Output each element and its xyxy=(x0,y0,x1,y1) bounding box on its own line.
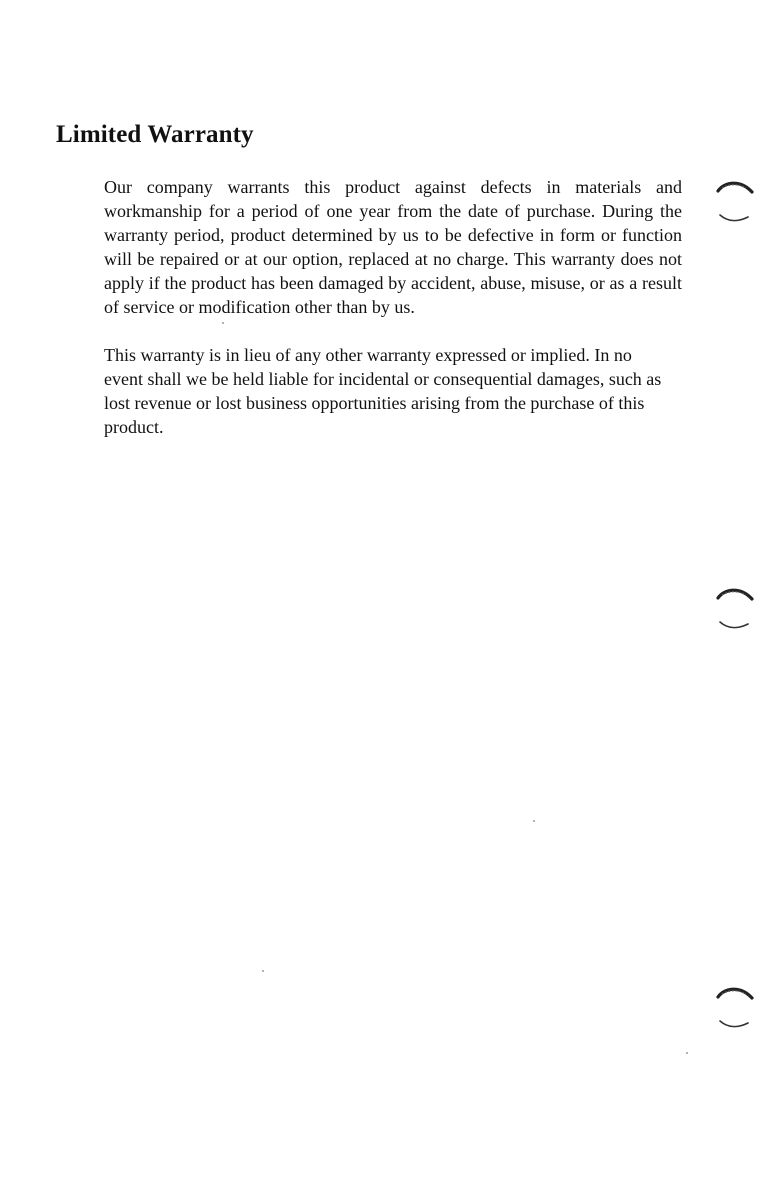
warranty-paragraph: Our company warrants this product against defects in materials and workmanship for a period of one year from the date of purchase. During the warranty period, product determined by us to be defective in form or function will be repaired or at our option, replaced at no charge. This warranty does not apply if the product has been damaged by accident, abuse, misuse, or as a result of service or modification other than by us. xyxy=(104,177,682,317)
binder-hole-mark-icon xyxy=(714,984,754,1030)
scan-speck xyxy=(533,820,535,822)
page-title: Limited Warranty xyxy=(56,121,254,148)
scan-speck xyxy=(262,970,264,972)
binder-hole-mark-icon xyxy=(714,178,754,224)
binder-hole-mark-icon xyxy=(714,585,754,631)
liability-paragraph: This warranty is in lieu of any other warranty expressed or implied. In no event shall we be held liable for incidental or consequential damages, such as lost revenue or lost business opportunities arising from the purchase of this product. xyxy=(104,345,662,437)
scan-speck xyxy=(222,322,224,324)
scan-speck xyxy=(686,1052,688,1054)
